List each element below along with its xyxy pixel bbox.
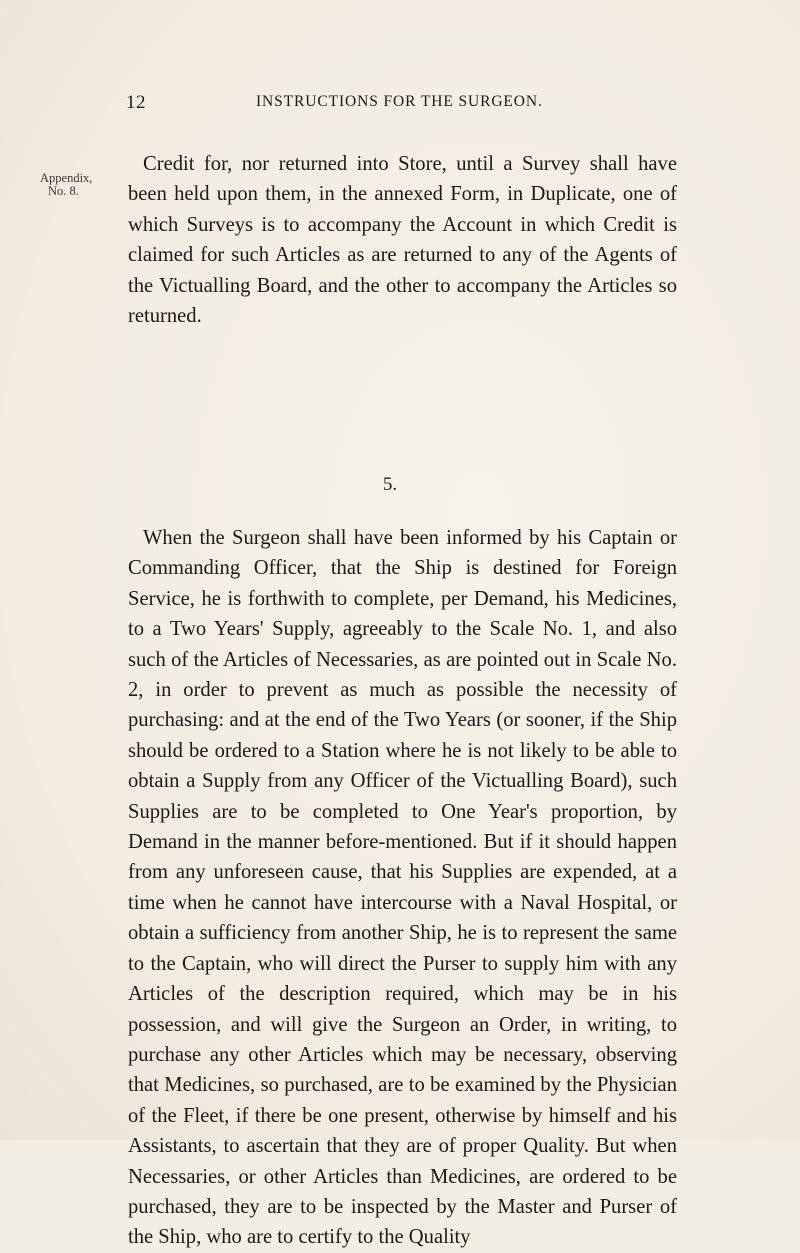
paragraph-section-5: When the Surgeon shall have been informed by his Captain or Commanding Officer, that the Ship is destined for Foreign Service, he is forthwith to complete, per Demand, his Medicines, to a Two Years' Supply, agreeably to the Scale No. 1, and also such of the Articles of Necessaries, as are pointed out in Scale No. 2, in order to prevent as much as possible the necessity of purchasing: and at the end of the Two Years (or sooner, if the Ship should be ordered to a Station where he is not likely to be able to obtain a Supply from any Officer of the Victualling Board), such Supplies are to be completed to One Year's proportion, by Demand in the manner before-mentioned. But if it should happen from any unforeseen cause, that his Supplies are expended, at a time when he cannot have intercourse with a Naval Hospital, or obtain a sufficiency from another Ship, he is to represent the same to the Captain, who will direct the Purser to supply him with any Articles of the description required, which may be in his possession, and will give the Surgeon an Order, in writing, to purchase any other Articles which may be necessary, observing that Medicines, so purchased, are to be examined by the Physician of the Fleet, if there be one present, otherwise by himself and his Assistants, to ascertain that they are of proper Quality. But when Necessaries, or other Articles than Medicines, are ordered to be purchased, they are to be inspected by the Master and Purser of the Ship, who are to certify to the Quality xyxy=(128,527,677,1249)
paragraph-continued: Credit for, nor returned into Store, until a Survey shall have been held upon them, in the annexed Form, in Duplicate, one of which Surveys is to accompany the Account in which Credit is claimed for such Articles as are returned to any of the Agents of the Victualling Board, and the other to accompany the Articles so returned. xyxy=(128,153,677,328)
page-number: 12 xyxy=(126,92,146,113)
margin-note-line-2: No. 8. xyxy=(48,184,79,198)
margin-note xyxy=(40,172,104,198)
section-number: 5. xyxy=(382,474,398,495)
margin-note-line-1: Appendix, xyxy=(40,171,93,185)
page-header xyxy=(126,92,666,122)
running-head: INSTRUCTIONS FOR THE SURGEON. xyxy=(256,93,543,110)
